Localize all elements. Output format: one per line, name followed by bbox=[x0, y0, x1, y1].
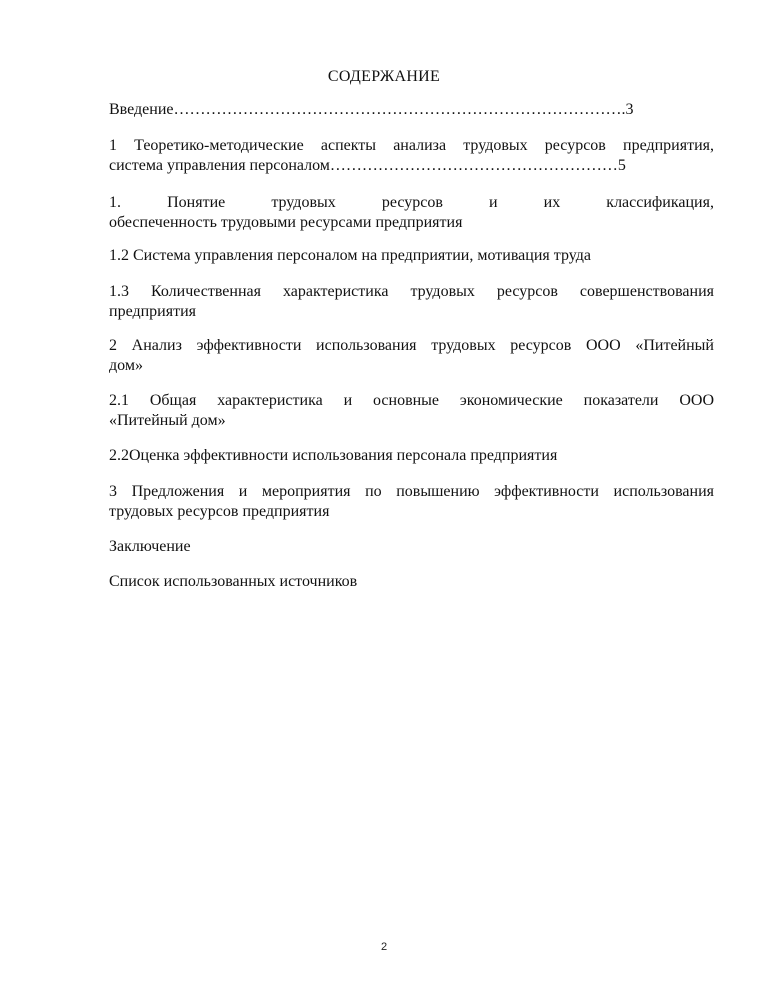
toc-entry-line: Список использованных источников bbox=[109, 573, 358, 590]
toc-entry-line: 2 Анализ эффективности использования трудовых ресурсов ООО «Питейный bbox=[109, 337, 714, 354]
toc-entry-line: 1. Понятие трудовых ресурсов и их классификация, bbox=[109, 194, 714, 211]
toc-entry-line: дом» bbox=[109, 357, 143, 374]
toc-entry-line: трудовых ресурсов предприятия bbox=[109, 503, 330, 520]
toc-entry-chapter-3 bbox=[109, 482, 714, 522]
toc-entry-introduction bbox=[109, 100, 714, 120]
toc-entry-line: предприятия bbox=[109, 303, 196, 320]
toc-entry-line: «Питейный дом» bbox=[109, 412, 226, 429]
toc-entry-chapter-2 bbox=[109, 336, 714, 376]
toc-entry-line: 3 Предложения и мероприятия по повышению эффективности использования bbox=[109, 483, 714, 500]
toc-entry-conclusion bbox=[109, 537, 714, 557]
toc-entry-line: 2.1 Общая характеристика и основные экономические показатели ООО bbox=[109, 392, 714, 409]
toc-entry-line: Введение………………………………………………………………………….3 bbox=[109, 101, 634, 118]
toc-entry-line: система управления персоналом………………………………………………5 bbox=[109, 157, 626, 174]
page-title: СОДЕРЖАНИЕ bbox=[327, 68, 441, 85]
toc-entry-line: обеспеченность трудовыми ресурсами предприятия bbox=[109, 214, 463, 231]
toc-entry-chapter-1 bbox=[109, 136, 714, 176]
toc-entry-references bbox=[109, 572, 714, 592]
toc-entry-line: Заключение bbox=[109, 538, 191, 555]
page-number: 2 bbox=[380, 941, 388, 953]
toc-entry-line: 1.3 Количественная характеристика трудовых ресурсов совершенствования bbox=[109, 283, 714, 300]
toc-entry-section-1-2 bbox=[109, 246, 714, 266]
toc-entry-line: 1.2 Система управления персоналом на предприятии, мотивация труда bbox=[109, 247, 591, 264]
toc-entry-section-2-1 bbox=[109, 391, 714, 431]
toc-entry-section-1-3 bbox=[109, 282, 714, 322]
toc-entry-section-2-2 bbox=[109, 446, 714, 466]
toc-entry-section-1-1 bbox=[109, 193, 714, 233]
toc-entry-line: 1 Теоретико-методические аспекты анализа трудовых ресурсов предприятия, bbox=[109, 137, 714, 154]
toc-entry-line: 2.2Оценка эффективности использования персонала предприятия bbox=[109, 447, 558, 464]
